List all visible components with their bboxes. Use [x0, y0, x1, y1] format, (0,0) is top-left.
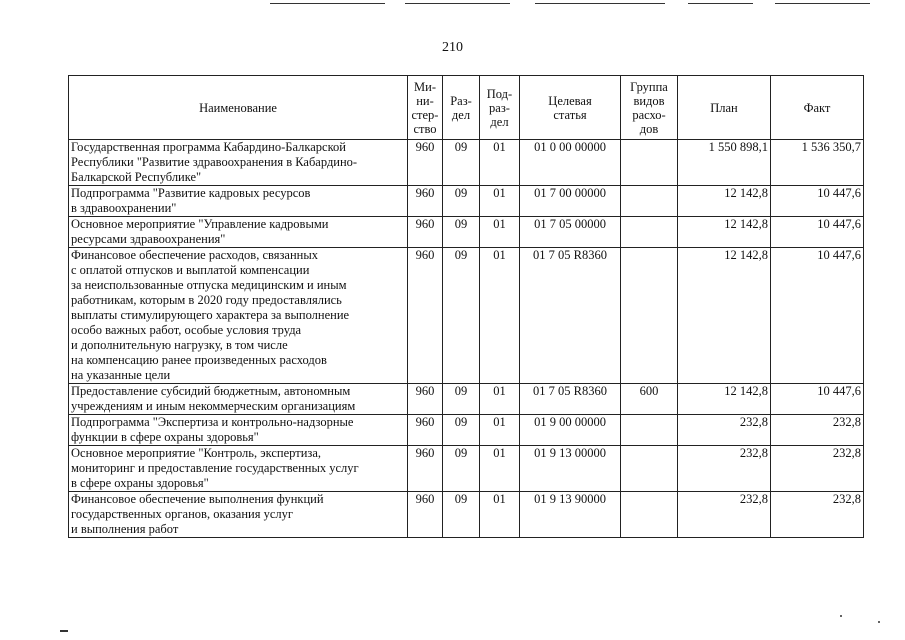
row-target-cell: 01 7 05 R8360	[520, 248, 621, 384]
top-rule	[688, 3, 753, 4]
row-subsection-cell: 01	[480, 248, 520, 384]
row-target-cell: 01 9 13 00000	[520, 446, 621, 492]
row-target-cell: 01 9 13 90000	[520, 492, 621, 538]
row-plan-cell: 12 142,8	[678, 248, 771, 384]
row-plan-cell: 12 142,8	[678, 384, 771, 415]
top-rule	[535, 3, 665, 4]
row-name-cell: Основное мероприятие "Управление кадровыми ресурсами здравоохранения"	[69, 217, 408, 248]
row-name-cell: Основное мероприятие "Контроль, экспертиза, мониторинг и предоставление государственных услуг в сфере охраны здоровья"	[69, 446, 408, 492]
row-fact-cell: 10 447,6	[771, 217, 864, 248]
row-name-cell: Финансовое обеспечение выполнения функций государственных органов, оказания услуг и выполнения работ	[69, 492, 408, 538]
row-ministry-cell: 960	[408, 446, 443, 492]
row-section-cell: 09	[443, 186, 480, 217]
header-expense-group: Группа видов расхо- дов	[621, 76, 678, 140]
row-subsection-cell: 01	[480, 492, 520, 538]
row-fact-cell: 10 447,6	[771, 248, 864, 384]
row-plan-cell: 12 142,8	[678, 217, 771, 248]
row-plan-cell: 232,8	[678, 415, 771, 446]
row-subsection-cell: 01	[480, 446, 520, 492]
table-row	[69, 446, 864, 492]
row-ministry-cell: 960	[408, 492, 443, 538]
top-rule	[270, 3, 385, 4]
top-rule	[775, 3, 870, 4]
header-name: Наименование	[69, 76, 408, 140]
row-ministry-cell: 960	[408, 140, 443, 186]
row-fact-cell: 10 447,6	[771, 186, 864, 217]
header-subsection: Под- раз- дел	[480, 76, 520, 140]
row-name-cell: Предоставление субсидий бюджетным, автономным учреждениям и иным некоммерческим организациям	[69, 384, 408, 415]
row-fact-cell: 232,8	[771, 446, 864, 492]
table-row	[69, 492, 864, 538]
row-ministry-cell: 960	[408, 186, 443, 217]
row-name-cell: Государственная программа Кабардино-Балкарской Республики "Развитие здравоохранения в Кабардино- Балкарской Республике"	[69, 140, 408, 186]
budget-table	[68, 75, 864, 538]
row-group-cell: 600	[621, 384, 678, 415]
row-name-cell: Финансовое обеспечение расходов, связанных с оплатой отпусков и выплатой компенсации за неиспользованные отпуска медицинским и иным работникам, которым в 2020 году предоставлялись выплаты стимулирующего характера за выполнение особо важных работ, особые условия труда и дополнительную нагрузку, в том числе на компенсацию ранее произведенных расходов на указанные цели	[69, 248, 408, 384]
row-fact-cell: 232,8	[771, 492, 864, 538]
row-group-cell	[621, 140, 678, 186]
header-plan: План	[678, 76, 771, 140]
row-group-cell	[621, 492, 678, 538]
row-fact-cell: 232,8	[771, 415, 864, 446]
header-section: Раз- дел	[443, 76, 480, 140]
row-subsection-cell: 01	[480, 140, 520, 186]
row-ministry-cell: 960	[408, 415, 443, 446]
row-plan-cell: 232,8	[678, 492, 771, 538]
row-section-cell: 09	[443, 248, 480, 384]
row-ministry-cell: 960	[408, 384, 443, 415]
scan-mark	[60, 630, 68, 632]
row-target-cell: 01 9 00 00000	[520, 415, 621, 446]
table-row	[69, 140, 864, 186]
table-row	[69, 186, 864, 217]
row-target-cell: 01 7 00 00000	[520, 186, 621, 217]
scan-speck	[840, 615, 842, 617]
row-group-cell	[621, 186, 678, 217]
row-subsection-cell: 01	[480, 384, 520, 415]
row-ministry-cell: 960	[408, 217, 443, 248]
header-fact: Факт	[771, 76, 864, 140]
header-row	[69, 76, 864, 140]
row-target-cell: 01 7 05 R8360	[520, 384, 621, 415]
row-fact-cell: 1 536 350,7	[771, 140, 864, 186]
row-section-cell: 09	[443, 140, 480, 186]
row-section-cell: 09	[443, 415, 480, 446]
row-group-cell	[621, 217, 678, 248]
row-group-cell	[621, 248, 678, 384]
row-section-cell: 09	[443, 384, 480, 415]
row-group-cell	[621, 415, 678, 446]
header-ministry: Ми- ни- стер- ство	[408, 76, 443, 140]
row-plan-cell: 1 550 898,1	[678, 140, 771, 186]
row-subsection-cell: 01	[480, 415, 520, 446]
scan-speck	[878, 621, 880, 623]
header-target-item: Целевая статья	[520, 76, 621, 140]
row-fact-cell: 10 447,6	[771, 384, 864, 415]
row-plan-cell: 12 142,8	[678, 186, 771, 217]
row-ministry-cell: 960	[408, 248, 443, 384]
row-name-cell: Подпрограмма "Развитие кадровых ресурсов в здравоохранении"	[69, 186, 408, 217]
row-subsection-cell: 01	[480, 217, 520, 248]
row-target-cell: 01 0 00 00000	[520, 140, 621, 186]
row-section-cell: 09	[443, 217, 480, 248]
row-target-cell: 01 7 05 00000	[520, 217, 621, 248]
row-group-cell	[621, 446, 678, 492]
row-plan-cell: 232,8	[678, 446, 771, 492]
page-number: 210	[442, 40, 463, 55]
table-row	[69, 415, 864, 446]
row-name-cell: Подпрограмма "Экспертиза и контрольно-надзорные функции в сфере охраны здоровья"	[69, 415, 408, 446]
row-section-cell: 09	[443, 492, 480, 538]
row-section-cell: 09	[443, 446, 480, 492]
table-row	[69, 248, 864, 384]
table-row	[69, 217, 864, 248]
top-rule	[405, 3, 510, 4]
table-row	[69, 384, 864, 415]
row-subsection-cell: 01	[480, 186, 520, 217]
